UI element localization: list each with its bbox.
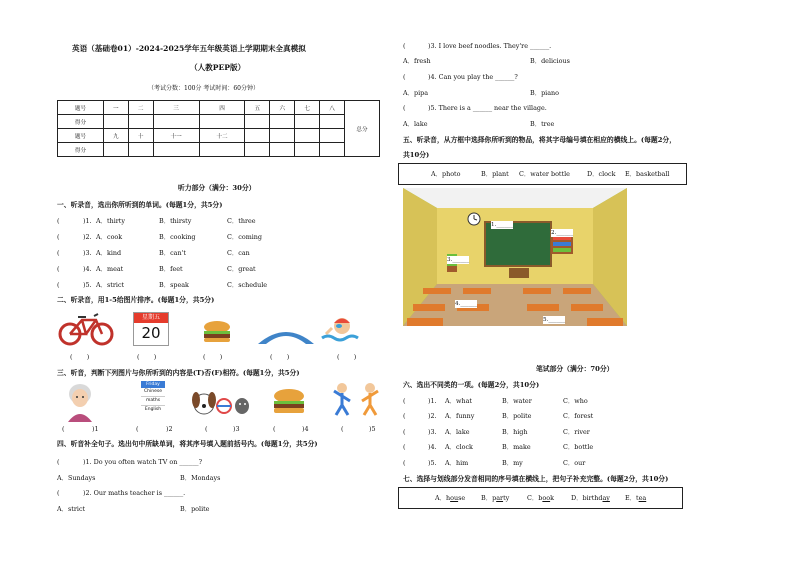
table-cell: 十二 (199, 129, 245, 143)
question-number: )1. (83, 217, 92, 225)
swimming-image (320, 314, 364, 346)
table-cell[interactable] (270, 115, 295, 129)
table-cell (295, 143, 320, 157)
answer-bracket[interactable]: ( ) (137, 353, 157, 361)
word-option: E．basketball (625, 170, 670, 178)
option-a: A．fresh (403, 57, 431, 65)
section-1-title: 一、听录音，选出你所听到的单词。(每题1分，共5分) (57, 201, 223, 209)
option-c: C．our (563, 459, 586, 467)
question-text: )2. Our maths teacher is ______. (83, 489, 186, 497)
question-bracket[interactable]: ( (403, 428, 406, 436)
option-prefix: A．h (435, 494, 451, 502)
option-c: C．schedule (227, 281, 268, 289)
answer-bracket[interactable]: ( (205, 425, 208, 433)
table-cell: 五 (245, 101, 270, 115)
phonics-option (571, 494, 610, 502)
children-dancing-image (330, 381, 382, 417)
question-bracket[interactable]: ( (403, 412, 406, 420)
table-cell (295, 129, 320, 143)
schedule-subject: Chinese (141, 388, 165, 397)
table-cell: 十一 (153, 129, 199, 143)
question-bracket[interactable]: ( (403, 459, 406, 467)
hamburger-image (201, 320, 233, 344)
table-cell[interactable] (199, 115, 245, 129)
answer-bracket[interactable]: ( ) (203, 353, 223, 361)
table-cell: 一 (103, 101, 128, 115)
written-heading: 笔试部分（满分：70分） (536, 365, 614, 373)
option-prefix: B．p (481, 494, 497, 502)
listening-heading: 听力部分（满分：30分） (178, 184, 256, 192)
question-bracket[interactable]: ( (57, 281, 60, 289)
phonics-option-box (398, 487, 683, 509)
table-cell[interactable] (153, 143, 199, 157)
page-title: 英语（基础卷01）-2024-2025学年五年级英语上学期期末全真模拟 (72, 44, 306, 53)
calendar-image (133, 312, 169, 346)
question-bracket[interactable]: ( (403, 397, 406, 405)
question-number: )2. (428, 412, 437, 420)
table-cell[interactable] (103, 115, 128, 129)
picture-blank[interactable]: 4.______ (455, 301, 478, 307)
section-4-title: 四、听音补全句子。选出句中所缺单词，将其序号填入题前括号内。(每题1分，共5分) (57, 440, 318, 448)
option-a: A．meat (96, 265, 124, 273)
score-table-row (58, 101, 380, 115)
answer-mark: )2 (166, 425, 173, 433)
section-2-title: 二、听录音，用1-5给图片排序。(每题1分，共5分) (57, 296, 215, 304)
bicycle-image (58, 310, 114, 346)
option-b: B．my (502, 459, 523, 467)
option-a: A．pipa (403, 89, 429, 97)
question-text: )1. Do you often watch TV on ______? (83, 458, 203, 466)
table-cell: 八 (320, 101, 345, 115)
score-table-row (58, 129, 380, 143)
hamburger-image (272, 388, 306, 414)
answer-bracket[interactable]: ( ) (337, 353, 357, 361)
option-b: B．can't (159, 249, 186, 257)
table-cell[interactable] (199, 143, 245, 157)
answer-bracket[interactable]: ( (62, 425, 65, 433)
question-number: )2. (83, 233, 92, 241)
answer-mark: )3 (233, 425, 240, 433)
option-b: B．polite (502, 412, 532, 420)
question-bracket[interactable]: ( (57, 489, 60, 497)
section-5-title: 五、听录音，从方框中选择你所听到的物品，将其字母编号填在相应的横线上。(每题2分， (403, 136, 677, 144)
question-bracket[interactable]: ( (57, 217, 60, 225)
exam-info: （考试分数：100分 考试时间：60分钟） (148, 85, 259, 92)
option-a: A．thirty (96, 217, 125, 225)
picture-blank[interactable]: 3.______ (447, 257, 470, 263)
picture-blank[interactable]: 1.______ (491, 222, 514, 228)
classroom-image (403, 188, 627, 326)
table-cell: 得分 (58, 143, 104, 157)
word-option: A．photo (431, 170, 461, 178)
option-suffix: k (550, 494, 554, 502)
option-b: B．speak (159, 281, 189, 289)
option-b: B．polite (180, 505, 210, 513)
table-cell[interactable] (153, 115, 199, 129)
underlined-letters: ay (602, 494, 610, 502)
option-b: B．thirsty (159, 217, 192, 225)
answer-bracket[interactable]: ( ) (270, 353, 290, 361)
table-cell (245, 129, 270, 143)
option-c: C．three (227, 217, 256, 225)
picture-blank[interactable]: 2.______ (551, 230, 574, 236)
option-c: C．great (227, 265, 256, 273)
question-number: )3. (83, 249, 92, 257)
option-b: B．Mondays (180, 474, 221, 482)
option-a: A．lake (403, 120, 428, 128)
answer-mark: )5 (369, 425, 376, 433)
score-table-row (58, 115, 380, 129)
option-prefix: E．t (625, 494, 639, 502)
option-c: C．can (227, 249, 250, 257)
option-b: B．piano (530, 89, 559, 97)
question-bracket[interactable]: ( (403, 443, 406, 451)
option-c: C．coming (227, 233, 263, 241)
table-cell: 题号 (58, 129, 104, 143)
option-c: C．bottle (563, 443, 594, 451)
answer-bracket[interactable]: ( (341, 425, 344, 433)
word-bank-box (398, 163, 687, 185)
schedule-image (141, 381, 165, 419)
question-bracket[interactable]: ( (403, 104, 406, 112)
phonics-option (625, 494, 646, 502)
score-table (57, 100, 380, 157)
table-cell: 题号 (58, 101, 104, 115)
answer-mark: )4 (302, 425, 309, 433)
word-option: B．plant (481, 170, 509, 178)
word-option: D．clock (587, 170, 616, 178)
option-b: B．make (502, 443, 531, 451)
option-a: A．strict (96, 281, 125, 289)
section-7-title: 七、选择与划线部分发音相同的序号填在横线上，把句子补充完整。(每题2分，共10分) (403, 475, 669, 483)
option-a: A．him (445, 459, 469, 467)
option-b: B．cooking (159, 233, 196, 241)
option-a: A．Sundays (57, 474, 96, 482)
question-bracket[interactable]: ( (57, 233, 60, 241)
calendar-weekday: 星期五 (134, 313, 168, 323)
table-cell: 三 (153, 101, 199, 115)
table-cell[interactable] (103, 143, 128, 157)
question-bracket[interactable]: ( (403, 73, 406, 81)
question-bracket[interactable]: ( (57, 265, 60, 273)
table-cell: 四 (199, 101, 245, 115)
table-cell: 九 (103, 129, 128, 143)
option-a: A．cook (96, 233, 123, 241)
question-number: )5. (428, 459, 437, 467)
table-cell (270, 129, 295, 143)
option-a: A．strict (57, 505, 86, 513)
option-b: B．tree (530, 120, 555, 128)
table-cell[interactable] (128, 115, 153, 129)
phonics-option (481, 494, 509, 502)
underlined-letters: oo (542, 494, 551, 502)
table-cell: 七 (295, 101, 320, 115)
underlined-letters: ou (450, 494, 459, 502)
option-a: A．clock (445, 443, 473, 451)
table-cell[interactable] (128, 143, 153, 157)
option-b: B．high (502, 428, 528, 436)
table-cell[interactable] (320, 115, 345, 129)
question-bracket[interactable]: ( (57, 458, 60, 466)
schedule-subject: maths (141, 397, 165, 406)
question-number: )5. (83, 281, 92, 289)
page-subtitle: （人教PEP版） (190, 63, 246, 72)
score-table-row (58, 143, 380, 157)
option-suffix: se (458, 494, 466, 502)
underlined-letters: ea (638, 494, 647, 502)
table-cell[interactable] (245, 115, 270, 129)
option-a: A．lake (445, 428, 470, 436)
table-cell[interactable] (295, 115, 320, 129)
question-bracket[interactable]: ( (57, 249, 60, 257)
question-number: )4. (428, 443, 437, 451)
table-cell: 二 (128, 101, 153, 115)
option-prefix: C．b (527, 494, 543, 502)
word-option: C．water bottle (519, 170, 570, 178)
option-c: C．forest (563, 412, 594, 420)
table-cell: 六 (270, 101, 295, 115)
schedule-day: Friday (141, 381, 165, 388)
option-a: A．what (445, 397, 472, 405)
total-score-cell: 总分 (345, 101, 380, 157)
option-b: B．delicious (530, 57, 570, 65)
dog-ball-image (190, 388, 250, 416)
underlined-letters: ar (496, 494, 504, 502)
answer-mark: )1 (92, 425, 99, 433)
option-a: A．funny (445, 412, 475, 420)
question-number: )1. (428, 397, 437, 405)
option-suffix: ty (503, 494, 510, 502)
phonics-option (527, 494, 554, 502)
question-bracket[interactable]: ( (403, 42, 406, 50)
section-6-title: 六、选出不同类的一项。(每题2分，共10分) (403, 381, 540, 389)
answer-bracket[interactable]: ( ) (70, 353, 90, 361)
picture-blank[interactable]: 5.______ (543, 317, 566, 323)
question-text: )4. Can you play the ______? (428, 73, 518, 81)
grandmother-image (64, 382, 96, 422)
option-b: B．water (502, 397, 532, 405)
option-c: C．who (563, 397, 588, 405)
section-5-title-cont: 共10分) (403, 151, 430, 159)
table-cell: 得分 (58, 115, 104, 129)
option-prefix: D．birthd (571, 494, 603, 502)
question-number: )4. (83, 265, 92, 273)
classroom-illustration (403, 188, 627, 326)
option-a: A．kind (96, 249, 122, 257)
question-text: )5. There is a ______ near the village. (428, 104, 547, 112)
bridge-image (256, 326, 316, 346)
option-b: B．feet (159, 265, 183, 273)
answer-bracket[interactable]: ( (273, 425, 276, 433)
schedule-subject: English (144, 407, 162, 412)
question-number: )3. (428, 428, 437, 436)
table-cell (270, 143, 295, 157)
section-3-title: 三、听音，判断下列图片与你所听到的内容是(T)否(F)相符。(每题1分，共5分) (57, 369, 300, 377)
calendar-day: 20 (141, 324, 161, 342)
question-text: )3. I love beef noodles. They're ______. (428, 42, 552, 50)
table-cell (320, 129, 345, 143)
option-c: C．river (563, 428, 590, 436)
table-cell (245, 143, 270, 157)
answer-bracket[interactable]: ( (136, 425, 139, 433)
table-cell (320, 143, 345, 157)
table-cell: 十 (128, 129, 153, 143)
phonics-option (435, 494, 465, 502)
